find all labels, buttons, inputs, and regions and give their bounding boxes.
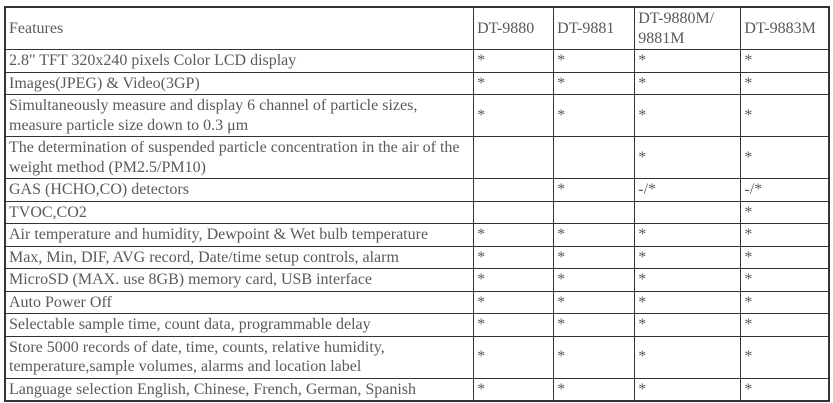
table-row-microsd-usb <box>5 269 829 292</box>
support-cell: * <box>474 50 554 73</box>
support-cell: * <box>635 224 741 247</box>
support-cell: * <box>554 314 635 337</box>
support-cell: -/* <box>635 179 741 202</box>
support-cell: * <box>554 179 635 202</box>
support-cell: * <box>741 72 829 95</box>
table-row-tvoc-co2 <box>5 201 829 224</box>
table-row-gas-detectors <box>5 179 829 202</box>
support-cell <box>635 201 741 224</box>
support-cell: * <box>474 336 554 378</box>
column-header-dt-9883m: DT-9883M <box>741 7 829 50</box>
support-cell: * <box>635 336 741 378</box>
support-cell: * <box>474 269 554 292</box>
support-cell: * <box>741 269 829 292</box>
support-cell: * <box>554 291 635 314</box>
table-row-air-temp-humidity <box>5 224 829 247</box>
support-cell: * <box>474 314 554 337</box>
support-cell: * <box>741 95 829 137</box>
support-cell: * <box>474 72 554 95</box>
feature-cell: 2.8" TFT 320x240 pixels Color LCD display <box>5 50 474 73</box>
support-cell <box>474 201 554 224</box>
support-cell: * <box>741 246 829 269</box>
support-cell <box>474 137 554 179</box>
support-cell: * <box>635 137 741 179</box>
support-cell: * <box>635 291 741 314</box>
support-cell: * <box>741 201 829 224</box>
support-cell: * <box>741 224 829 247</box>
feature-cell: GAS (HCHO,CO) detectors <box>5 179 474 202</box>
support-cell: * <box>635 50 741 73</box>
table-row-auto-power-off <box>5 291 829 314</box>
support-cell: * <box>554 246 635 269</box>
feature-cell: Air temperature and humidity, Dewpoint & Wet bulb temperature <box>5 224 474 247</box>
support-cell: * <box>554 378 635 401</box>
feature-cell: Simultaneously measure and display 6 channel of particle sizes, measure particle size down to 0.3 μm <box>5 95 474 137</box>
support-cell: * <box>554 50 635 73</box>
support-cell: * <box>741 50 829 73</box>
table-row-lcd-display <box>5 50 829 73</box>
support-cell: * <box>554 269 635 292</box>
feature-cell: MicroSD (MAX. use 8GB) memory card, USB interface <box>5 269 474 292</box>
support-cell: * <box>741 314 829 337</box>
feature-cell: Selectable sample time, count data, programmable delay <box>5 314 474 337</box>
support-cell: * <box>554 336 635 378</box>
support-cell: * <box>474 378 554 401</box>
table-row-store-records <box>5 336 829 378</box>
support-cell: * <box>635 95 741 137</box>
support-cell <box>474 179 554 202</box>
column-header-dt-9880m-9881m: DT-9880M/ 9881M <box>635 7 741 50</box>
support-cell: * <box>635 246 741 269</box>
feature-cell: TVOC,CO2 <box>5 201 474 224</box>
table-row-pm25-pm10 <box>5 137 829 179</box>
column-header-dt-9880: DT-9880 <box>474 7 554 50</box>
support-cell: * <box>741 378 829 401</box>
support-cell: * <box>741 291 829 314</box>
support-cell: * <box>741 336 829 378</box>
table-row-images-video <box>5 72 829 95</box>
support-cell <box>554 201 635 224</box>
feature-cell: Store 5000 records of date, time, counts, relative humidity, temperature,sample volumes, alarms and location label <box>5 336 474 378</box>
support-cell: * <box>474 291 554 314</box>
support-cell: * <box>635 72 741 95</box>
support-cell: * <box>474 246 554 269</box>
support-cell: * <box>474 95 554 137</box>
support-cell: * <box>554 95 635 137</box>
column-header-dt-9881: DT-9881 <box>554 7 635 50</box>
feature-cell: Images(JPEG) & Video(3GP) <box>5 72 474 95</box>
support-cell: * <box>741 137 829 179</box>
feature-cell: Language selection English, Chinese, French, German, Spanish <box>5 378 474 401</box>
support-cell: -/* <box>741 179 829 202</box>
support-cell: * <box>554 224 635 247</box>
table-row-language-selection <box>5 378 829 401</box>
table-row-max-min-record <box>5 246 829 269</box>
feature-cell: The determination of suspended particle concentration in the air of the weight method (PM2.5/PM10) <box>5 137 474 179</box>
features-comparison-table <box>4 6 830 402</box>
column-header-features: Features <box>5 7 474 50</box>
support-cell: * <box>554 72 635 95</box>
feature-cell: Max, Min, DIF, AVG record, Date/time setup controls, alarm <box>5 246 474 269</box>
support-cell: * <box>635 314 741 337</box>
feature-cell: Auto Power Off <box>5 291 474 314</box>
table-row-particle-channels <box>5 95 829 137</box>
table-row-sample-time <box>5 314 829 337</box>
support-cell: * <box>635 269 741 292</box>
support-cell <box>554 137 635 179</box>
header-row <box>5 7 829 50</box>
support-cell: * <box>474 224 554 247</box>
support-cell: * <box>635 378 741 401</box>
